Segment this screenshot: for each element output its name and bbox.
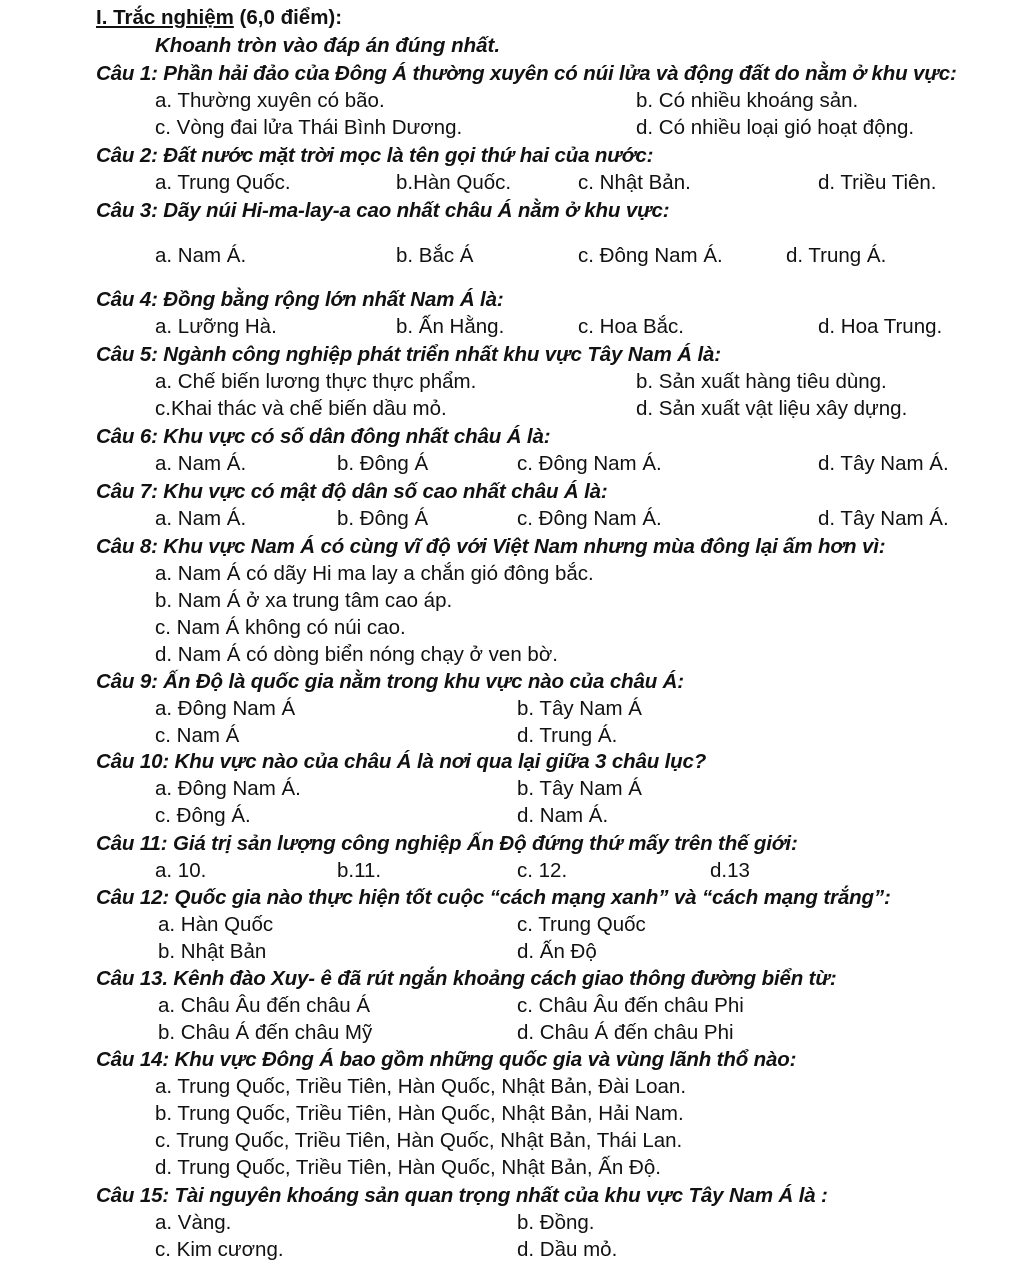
option-d: d.13 [710, 859, 750, 882]
option-b: b. Tây Nam Á [517, 777, 642, 800]
question-3 [0, 197, 1024, 224]
option-a: a. Nam Á có dãy Hi ma lay a chắn gió đông bắc. [155, 562, 594, 585]
option-a: a. 10. [155, 859, 207, 882]
option-b: b. Châu Á đến châu Mỹ [158, 1021, 373, 1044]
option-row [0, 641, 1024, 668]
option-a: a. Đông Nam Á. [155, 777, 301, 800]
option-c: c. Vòng đai lửa Thái Bình Dương. [155, 116, 463, 139]
option-d: d. Trung Quốc, Triều Tiên, Hàn Quốc, Nhật Bản, Ấn Độ. [155, 1156, 661, 1179]
question-text: Câu 12: Quốc gia nào thực hiện tốt cuộc “cách mạng xanh” và “cách mạng trắng”: [96, 886, 891, 909]
question-14 [0, 1046, 1024, 1073]
question-text: Câu 5: Ngành công nghiệp phát triển nhất khu vực Tây Nam Á là: [96, 343, 721, 366]
option-c: c. Đông Nam Á. [517, 507, 662, 530]
question-1 [0, 60, 1024, 87]
question-13 [0, 965, 1024, 992]
question-text: Câu 2: Đất nước mặt trời mọc là tên gọi thứ hai của nước: [96, 144, 654, 167]
option-row [0, 313, 1024, 340]
option-c: c. Châu Âu đến châu Phi [517, 994, 744, 1017]
option-row [0, 368, 1024, 395]
question-text: Câu 15: Tài nguyên khoáng sản quan trọng nhất của khu vực Tây Nam Á là : [96, 1184, 828, 1207]
question-4 [0, 286, 1024, 313]
option-b: b. Đồng. [517, 1211, 595, 1234]
option-a: a. Chế biến lương thực thực phẩm. [155, 370, 477, 393]
option-a: a. Nam Á. [155, 507, 247, 530]
option-row [0, 992, 1024, 1019]
question-text: Câu 3: Dãy núi Hi-ma-lay-a cao nhất châu Á nằm ở khu vực: [96, 199, 670, 222]
option-b: b. Nhật Bản [158, 940, 267, 963]
question-text: Câu 8: Khu vực Nam Á có cùng vĩ độ với Việt Nam nhưng mùa đông lại ấm hơn vì: [96, 535, 886, 558]
option-a: a. Nam Á. [155, 452, 247, 475]
option-b: b. Bắc Á [396, 244, 474, 267]
option-d: d. Trung Á. [786, 244, 887, 267]
option-d: d. Triều Tiên. [818, 171, 937, 194]
section-title: I. Trắc nghiệm [96, 6, 234, 29]
instruction: Khoanh tròn vào đáp án đúng nhất. [155, 34, 501, 57]
option-d: d. Có nhiều loại gió hoạt động. [636, 116, 915, 139]
option-c: c. Trung Quốc [517, 913, 646, 936]
question-8 [0, 533, 1024, 560]
option-row [0, 242, 1024, 269]
question-10 [0, 748, 1024, 775]
option-b: b. Đông Á [337, 507, 429, 530]
option-d: d. Hoa Trung. [818, 315, 943, 338]
option-row [0, 114, 1024, 141]
question-7 [0, 478, 1024, 505]
option-b: b.Hàn Quốc. [396, 171, 512, 194]
option-row [0, 1154, 1024, 1181]
option-c: c.Khai thác và chế biến dầu mỏ. [155, 397, 447, 420]
option-c: c. Đông Á. [155, 804, 251, 827]
option-a: a. Nam Á. [155, 244, 247, 267]
option-row [0, 695, 1024, 722]
question-9 [0, 668, 1024, 695]
instruction-row [0, 32, 1024, 59]
option-d: d. Tây Nam Á. [818, 507, 949, 530]
question-text: Câu 6: Khu vực có số dân đông nhất châu Á là: [96, 425, 551, 448]
option-b: b.11. [337, 859, 382, 882]
question-6 [0, 423, 1024, 450]
option-a: a. Châu Âu đến châu Á [158, 994, 370, 1017]
option-d: d. Nam Á. [517, 804, 609, 827]
option-c: c. Hoa Bắc. [578, 315, 684, 338]
option-a: a. Trung Quốc. [155, 171, 291, 194]
question-text: Câu 14: Khu vực Đông Á bao gồm những quốc gia và vùng lãnh thổ nào: [96, 1048, 797, 1071]
question-text: Câu 13. Kênh đào Xuy- ê đã rút ngắn khoảng cách giao thông đường biển từ: [96, 967, 837, 990]
option-row [0, 560, 1024, 587]
option-d: d. Tây Nam Á. [818, 452, 949, 475]
question-text: Câu 7: Khu vực có mật độ dân số cao nhất châu Á là: [96, 480, 608, 503]
option-a: a. Đông Nam Á [155, 697, 296, 720]
option-c: c. Đông Nam Á. [578, 244, 723, 267]
question-text: Câu 9: Ấn Độ là quốc gia nằm trong khu vực nào của châu Á: [96, 670, 684, 693]
option-row [0, 1127, 1024, 1154]
option-d: d. Ấn Độ [517, 940, 597, 963]
question-15 [0, 1182, 1024, 1209]
question-text: Câu 1: Phần hải đảo của Đông Á thường xuyên có núi lửa và động đất do nằm ở khu vực: [96, 62, 957, 85]
option-a: a. Lưỡng Hà. [155, 315, 277, 338]
option-c: c. Kim cương. [155, 1238, 284, 1261]
question-11 [0, 830, 1024, 857]
option-row [0, 1073, 1024, 1100]
option-b: b. Tây Nam Á [517, 697, 642, 720]
option-row [0, 722, 1024, 749]
question-12 [0, 884, 1024, 911]
option-b: b. Ấn Hằng. [396, 315, 505, 338]
question-text: Câu 11: Giá trị sản lượng công nghiệp Ấn Độ đứng thứ mấy trên thế giới: [96, 832, 798, 855]
option-a: a. Vàng. [155, 1211, 232, 1234]
option-row [0, 775, 1024, 802]
question-text: Câu 10: Khu vực nào của châu Á là nơi qua lại giữa 3 châu lục? [96, 750, 707, 773]
option-row [0, 1100, 1024, 1127]
option-row [0, 938, 1024, 965]
option-b: b. Có nhiều khoáng sản. [636, 89, 859, 112]
option-c: c. Trung Quốc, Triều Tiên, Hàn Quốc, Nhật Bản, Thái Lan. [155, 1129, 683, 1152]
option-b: b. Sản xuất hàng tiêu dùng. [636, 370, 887, 393]
option-row [0, 802, 1024, 829]
question-2 [0, 142, 1024, 169]
option-a: a. Hàn Quốc [158, 913, 274, 936]
option-d: d. Sản xuất vật liệu xây dựng. [636, 397, 908, 420]
option-row [0, 1019, 1024, 1046]
option-row [0, 587, 1024, 614]
option-row [0, 911, 1024, 938]
option-row [0, 169, 1024, 196]
option-row [0, 614, 1024, 641]
option-row [0, 450, 1024, 477]
option-c: c. 12. [517, 859, 568, 882]
option-c: c. Nam Á không có núi cao. [155, 616, 406, 639]
option-b: b. Nam Á ở xa trung tâm cao áp. [155, 589, 453, 612]
option-a: a. Trung Quốc, Triều Tiên, Hàn Quốc, Nhật Bản, Đài Loan. [155, 1075, 687, 1098]
option-row [0, 1209, 1024, 1236]
option-a: a. Thường xuyên có bão. [155, 89, 385, 112]
option-row [0, 395, 1024, 422]
option-d: d. Dầu mỏ. [517, 1238, 618, 1261]
option-c: c. Nhật Bản. [578, 171, 691, 194]
option-row [0, 87, 1024, 114]
option-row [0, 857, 1024, 884]
question-5 [0, 341, 1024, 368]
option-d: d. Trung Á. [517, 724, 618, 747]
option-b: b. Trung Quốc, Triều Tiên, Hàn Quốc, Nhật Bản, Hải Nam. [155, 1102, 684, 1125]
option-c: c. Nam Á [155, 724, 240, 747]
question-text: Câu 4: Đồng bằng rộng lớn nhất Nam Á là: [96, 288, 504, 311]
option-row [0, 1236, 1024, 1263]
option-c: c. Đông Nam Á. [517, 452, 662, 475]
option-d: d. Châu Á đến châu Phi [517, 1021, 734, 1044]
option-d: d. Nam Á có dòng biển nóng chạy ở ven bờ. [155, 643, 558, 666]
option-row [0, 505, 1024, 532]
option-b: b. Đông Á [337, 452, 429, 475]
section-score: (6,0 điểm): [233, 6, 343, 29]
section-heading [0, 4, 1024, 31]
